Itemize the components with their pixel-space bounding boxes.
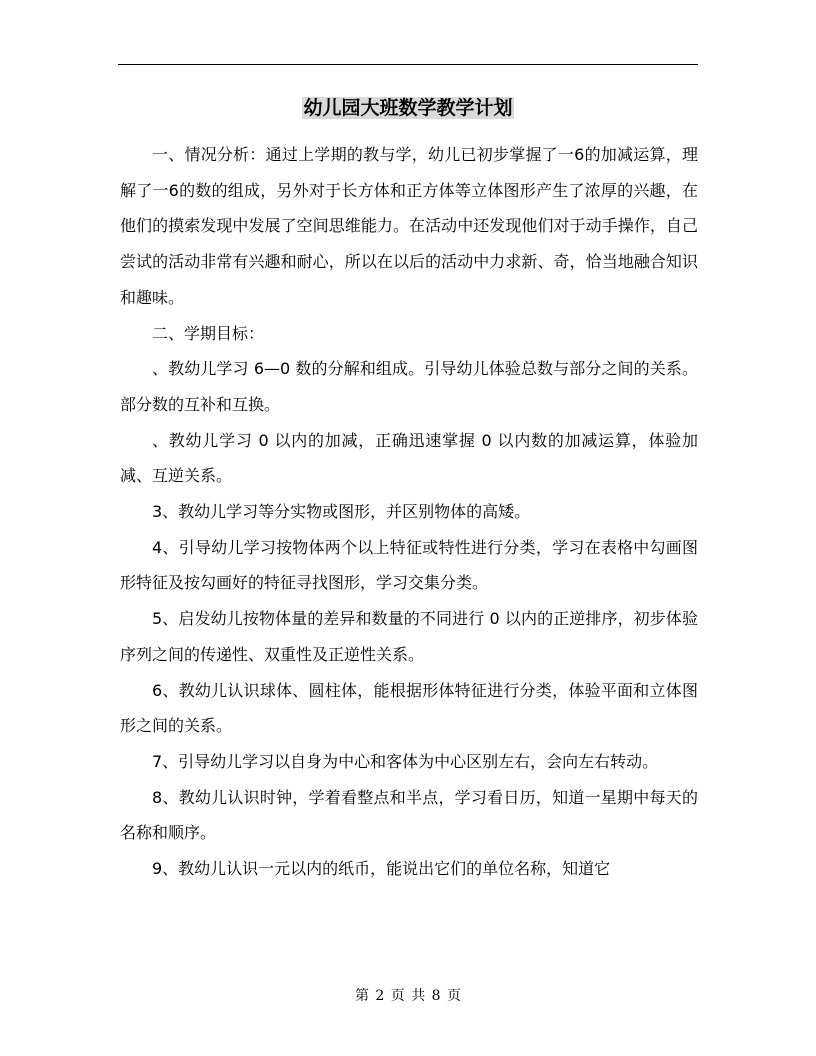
document-title-text: 幼儿园大班数学教学计划: [303, 97, 513, 119]
paragraph-goal-3: 3、教幼儿学习等分实物或图形，并区别物体的高矮。: [152, 502, 531, 522]
header-rule: [118, 64, 698, 65]
paragraph-goal-9: 9、教幼儿认识一元以内的纸币，能说出它们的单位名称，知道它: [152, 859, 611, 879]
paragraph-situation-analysis: 一、情况分析：通过上学期的教与学，幼儿已初步掌握了一6的加减运算，理解了一6的数的组成，另外对于长方体和正方体等立体图形产生了浓厚的兴趣，在他们的摸索发现中发展了空间思维能力。在活动中还发现他们对于动手操作，自己尝试的活动非常有兴趣和耐心，所以在以后的活动中力求新、奇，恰当地融合知识和趣味。: [120, 145, 698, 307]
paragraph-semester-goals-heading: 二、学期目标：: [152, 323, 265, 343]
paragraph-goal-6: 6、教幼儿认识球体、圆柱体，能根据形体特征进行分类，体验平面和立体图形之间的关系。: [120, 680, 698, 736]
paragraph-goal-addition-subtraction: 、教幼儿学习 0 以内的加减，正确迅速掌握 0 以内数的加减运算，体验加减、互逆关系。: [120, 430, 698, 486]
paragraph-goal-4: 4、引导幼儿学习按物体两个以上特征或特性进行分类，学习在表格中勾画图形特征及按勾画好的特征寻找图形，学习交集分类。: [120, 537, 698, 593]
paragraph-goal-decomposition: 、教幼儿学习 6—0 数的分解和组成。引导幼儿体验总数与部分之间的关系。部分数的互补和互换。: [120, 359, 698, 414]
document-title: [0, 96, 816, 120]
page-number-footer: 第 2 页 共 8 页: [354, 988, 462, 1004]
document-body: [120, 137, 698, 887]
paragraph-goal-7: 7、引导幼儿学习以自身为中心和客体为中心区别左右，会向左右转动。: [152, 751, 659, 771]
paragraph-goal-5: 5、启发幼儿按物体量的差异和数量的不同进行 0 以内的正逆排序，初步体验序列之间的传递性、双重性及正逆性关系。: [120, 609, 698, 664]
paragraph-goal-8: 8、教幼儿认识时钟，学着看整点和半点，学习看日历，知道一星期中每天的名称和顺序。: [120, 787, 698, 843]
